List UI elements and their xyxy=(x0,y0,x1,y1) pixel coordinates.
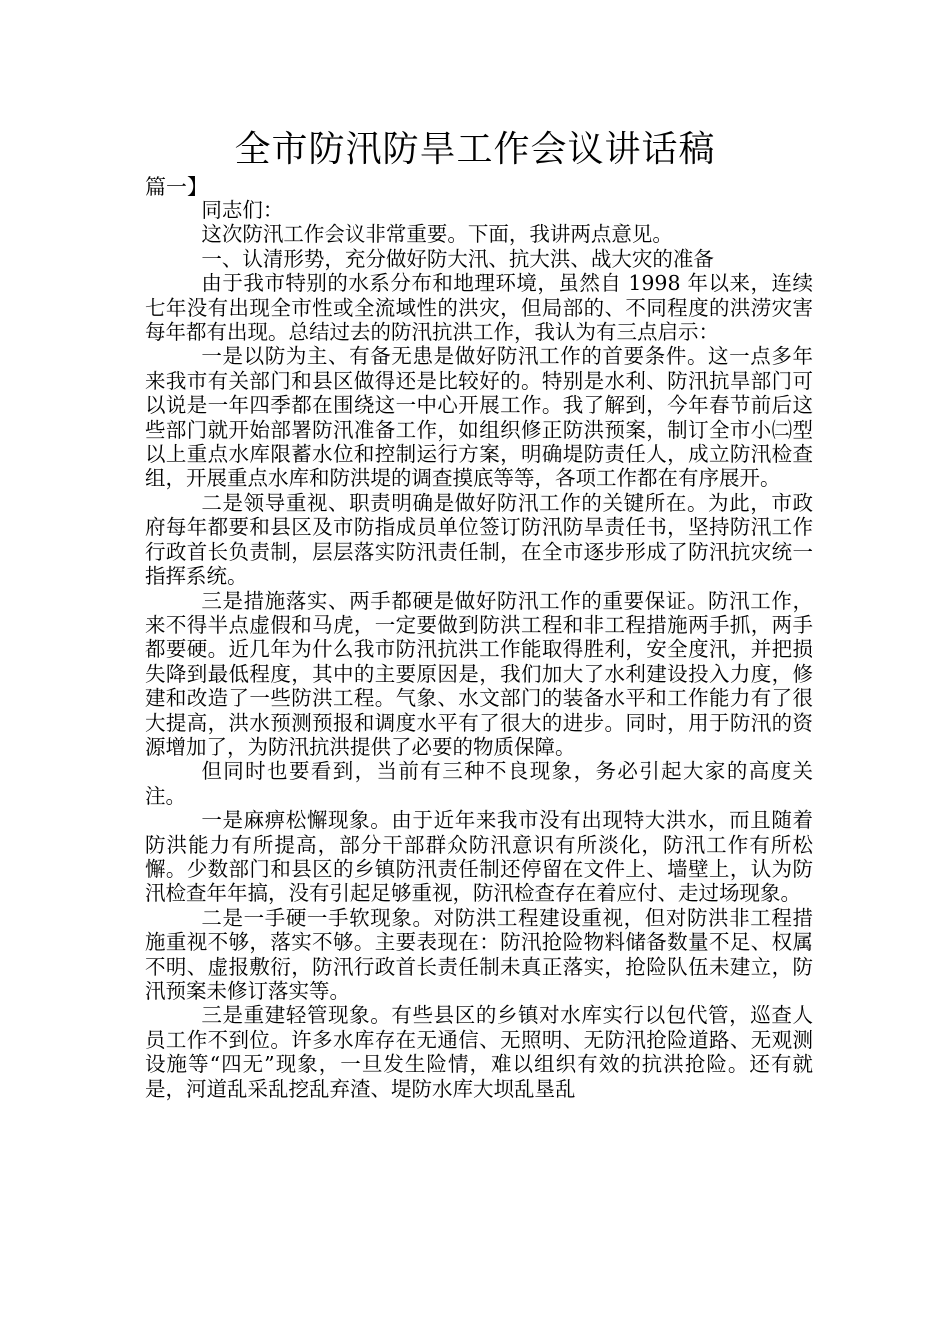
paragraph-problem-1: 一是麻痹松懈现象。由于近年来我市没有出现特大洪水，而且随着防洪能力有所提高，部分干部群众防汛意识有所淡化，防汛工作有所松懈。少数部门和县区的乡镇防汛责任制还停留在文件上、墙壁上，认为防汛检查年年搞，没有引起足够重视，防汛检查存在着应付、走过场现象。 xyxy=(145,808,813,906)
paragraph-problem-3: 三是重建轻管现象。有些县区的乡镇对水库实行以包代管，巡查人员工作不到位。许多水库存在无通信、无照明、无防汛抢险道路、无观测设施等“四无”现象，一旦发生险情，难以组织有效的抗洪抢险。还有就是，河道乱采乱挖乱弃渣、堤防水库大坝乱垦乱 xyxy=(145,1003,813,1101)
heading-one: 一、认清形势，充分做好防大汛、抗大洪、战大灾的准备 xyxy=(201,246,714,271)
document-title: 全市防汛防旱工作会议讲话稿 xyxy=(234,129,716,170)
paragraph-insight-1: 一是以防为主、有备无患是做好防汛工作的首要条件。这一点多年来我市有关部门和县区做得还是比较好的。特别是水利、防汛抗旱部门可以说是一年四季都在围绕这一中心开展工作。我了解到，今年春节前后这些部门就开始部署防汛准备工作，如组织修正防洪预案，制订全市小㈡型以上重点水库限蓄水位和控制运行方案，明确堤防责任人，成立防汛检查组，开展重点水库和防洪堤的调查摸底等等，各项工作都在有序展开。 xyxy=(145,344,813,491)
paragraph-situation: 由于我市特别的水系分布和地理环境，虽然自 1998 年以来，连续七年没有出现全市性或全流域性的洪灾，但局部的、不同程度的洪涝灾害每年都有出现。总结过去的防汛抗洪工作，我认为有三点启示： xyxy=(145,271,813,345)
paragraph-concern: 但同时也要看到，当前有三种不良现象，务必引起大家的高度关注。 xyxy=(145,759,813,808)
document-body xyxy=(145,198,813,1101)
paragraph-problem-2: 二是一手硬一手软现象。对防洪工程建设重视，但对防洪非工程措施重视不够，落实不够。主要表现在：防汛抢险物料储备数量不足、权属不明、虚报敷衍，防汛行政首长责任制未真正落实，抢险队伍未建立，防汛预案未修订落实等。 xyxy=(145,905,813,1003)
paragraph-insight-2: 二是领导重视、职责明确是做好防汛工作的关键所在。为此，市政府每年都要和县区及市防指成员单位签订防汛防旱责任书，坚持防汛工作行政首长负责制，层层落实防汛责任制，在全市逐步形成了防汛抗灾统一指挥系统。 xyxy=(145,490,813,589)
paragraph-intro: 这次防汛工作会议非常重要。下面，我讲两点意见。 xyxy=(201,222,673,247)
paragraph-insight-3: 三是措施落实、两手都硬是做好防汛工作的重要保证。防汛工作，来不得半点虚假和马虎，一定要做到防洪工程和非工程措施两手抓，两手都要硬。近几年为什么我市防汛抗洪工作能取得胜利，安全度汛，并把损失降到最低程度，其中的主要原因是，我们加大了水利建设投入力度，修建和改造了一些防洪工程。气象、水文部门的装备水平和工作能力有了很大提高，洪水预测预报和调度水平有了很大的进步。同时，用于防汛的资源增加了，为防汛抗洪提供了必要的物质保障。 xyxy=(145,588,813,759)
salutation: 同志们： xyxy=(201,198,284,222)
section-label: 篇一】 xyxy=(145,175,208,199)
